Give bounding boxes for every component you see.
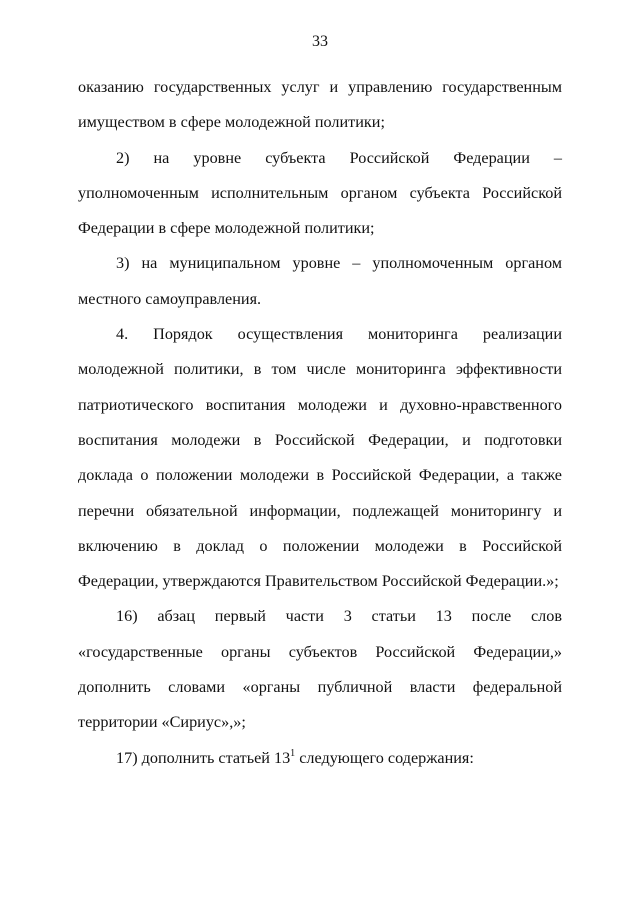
paragraph: оказанию государственных услуг и управлению государственным имуществом в сфере молодежной политики;: [78, 78, 562, 132]
paragraph: 2) на уровне субъекта Российской Федерации – уполномоченным исполнительным органом субъекта Российской Федерации в сфере молодежной политики;: [78, 148, 562, 238]
page-number: 33: [312, 33, 328, 50]
paragraph: 3) на муниципальном уровне – уполномоченным органом местного самоуправления.: [78, 254, 562, 308]
paragraph: 16) абзац первый части 3 статьи 13 после слов «государственные органы субъектов Российской Федерации,» дополнить словами «органы публичной власти федеральной территории «Сириус»,»;: [78, 607, 562, 732]
paragraph-last-text: 17) дополнить статьей 13: [116, 748, 291, 767]
superscript-number: 1: [290, 747, 296, 759]
paragraph: 4. Порядок осуществления мониторинга реализации молодежной политики, в том числе мониторинга эффективности патриотического воспитания молодежи и духовно-нравственного воспитания молодежи в Российской Федерации, и подготовки доклада о положении молодежи в Российской Федерации, а также перечни обязательной информации, подлежащей мониторингу и включению в доклад о положении молодежи в Российской Федерации, утверждаются Правительством Российской Федерации.»;: [78, 325, 562, 591]
paragraph-last: [78, 741, 562, 776]
paragraph-last-tail: следующего содержания:: [295, 748, 474, 767]
document-body: [78, 70, 562, 776]
